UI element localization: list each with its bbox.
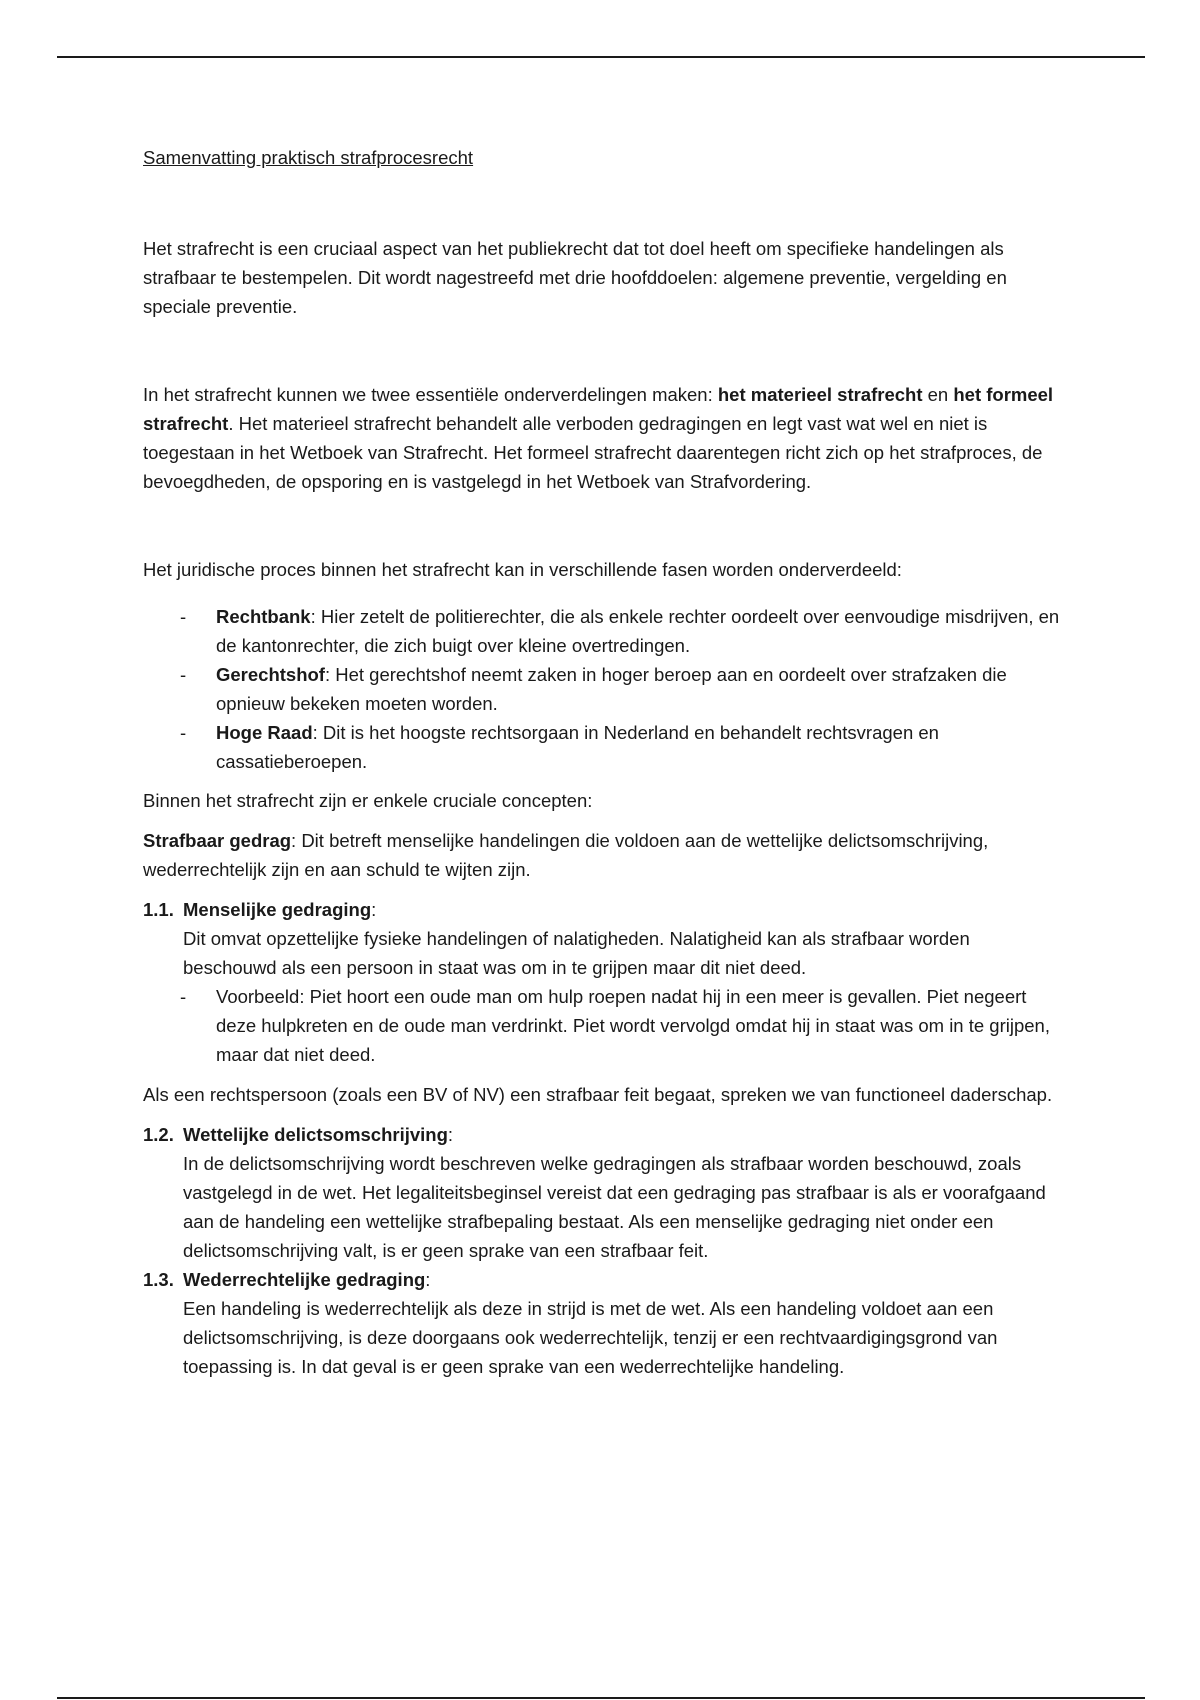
division-lead: In het strafrecht kunnen we twee essentiële onderverdelingen maken: — [143, 384, 718, 405]
division-rest: . Het materieel strafrecht behandelt alle verboden gedragingen en legt vast wat wel en niet is toegestaan in het Wetboek van Strafrecht. Het formeel strafrecht daarentegen richt zich op het strafproces, de bevoegdheden, de opsporing en is vastgelegd in het Wetboek van Strafvordering. — [143, 413, 1043, 492]
section-body: In de delictsomschrijving wordt beschreven welke gedragingen als strafbaar worden beschouwd, zoals vastgelegd in de wet. Het legaliteitsbeginsel vereist dat een gedraging pas strafbaar is als er voorafgaand aan de handeling een wettelijke strafbepaling bestaat. Als een menselijke gedraging niet onder een delictsomschrijving valt, is er geen sprake van een strafbaar feit. — [183, 1153, 1046, 1261]
section-title: Wettelijke delictsomschrijving — [183, 1124, 448, 1145]
section-colon: : — [447, 1124, 454, 1145]
section-body: Dit omvat opzettelijke fysieke handelingen of nalatigheden. Nalatigheid kan als strafbaar worden beschouwd als een persoon in staat was om in te grijpen maar dit niet deed. — [183, 928, 970, 978]
dash-marker: - — [180, 664, 187, 685]
list-item — [143, 602, 1063, 660]
header-rule — [57, 56, 1145, 58]
example-item — [143, 982, 1063, 1069]
division-mid: en — [922, 384, 954, 405]
court-name: Rechtbank — [216, 606, 311, 627]
dash-marker: - — [180, 606, 187, 627]
concepts-intro: Binnen het strafrecht zijn er enkele cruciale concepten: — [143, 790, 593, 811]
section-heading — [143, 895, 1063, 924]
section-number: 1.1. — [143, 899, 174, 920]
strafbaar-gedrag-text: : Dit betreft menselijke handelingen die voldoen aan de wettelijke delictsomschrijving, wederrechtelijk zijn en aan schuld te wijten zijn. — [143, 830, 989, 880]
court-description: : Dit is het hoogste rechtsorgaan in Nederland en behandelt rechtsvragen en cassatieberoepen. — [216, 722, 939, 772]
document-body — [143, 143, 1063, 1381]
section-body: Een handeling is wederrechtelijk als deze in strijd is met de wet. Als een handeling voldoet aan een delictsomschrijving, is deze doorgaans ook wederrechtelijk, tenzij er een rechtvaardigingsgrond van toepassing is. In dat geval is er geen sprake van een wederrechtelijke handeling. — [183, 1298, 998, 1377]
section-heading — [143, 1120, 1063, 1149]
strafbaar-gedrag-term: Strafbaar gedrag — [143, 830, 292, 851]
section-heading — [143, 1265, 1063, 1294]
section-colon: : — [425, 1269, 431, 1290]
section-title: Menselijke gedraging — [183, 899, 372, 920]
list-item — [143, 660, 1063, 718]
process-intro: Het juridische proces binnen het strafrecht kan in verschillende fasen worden onderverdeeld: — [143, 559, 902, 580]
court-name: Gerechtshof — [216, 664, 325, 685]
section-number: 1.2. — [143, 1124, 174, 1145]
section-1-1 — [143, 895, 1063, 1069]
example-text: Voorbeeld: Piet hoort een oude man om hulp roepen nadat hij in een meer is gevallen. Piet negeert deze hulpkreten en de oude man verdrinkt. Piet wordt vervolgd omdat hij in staat was om in te grijpen, maar dat niet deed. — [216, 986, 1050, 1065]
court-description: : Hier zetelt de politierechter, die als enkele rechter oordeelt over eenvoudige misdrijven, en de kantonrechter, die zich buigt over kleine overtredingen. — [216, 606, 1060, 656]
section-number: 1.3. — [143, 1269, 174, 1290]
strafbaar-gedrag-paragraph — [143, 826, 1063, 884]
list-item — [143, 718, 1063, 776]
court-description: : Het gerechtshof neemt zaken in hoger beroep aan en oordeelt over strafzaken die opnieuw bekeken moeten worden. — [216, 664, 1007, 714]
section-colon: : — [371, 899, 377, 920]
dash-marker: - — [180, 986, 187, 1007]
court-list — [143, 602, 1063, 776]
functioneel-daderschap-paragraph: Als een rechtspersoon (zoals een BV of NV) een strafbaar feit begaat, spreken we van functioneel daderschap. — [143, 1084, 1053, 1105]
footer-rule — [57, 1697, 1145, 1699]
dash-marker: - — [180, 722, 187, 743]
court-name: Hoge Raad — [216, 722, 313, 743]
division-term-formeel: het formeel strafrecht — [143, 384, 1054, 434]
section-1-2 — [143, 1120, 1063, 1265]
section-1-3 — [143, 1265, 1063, 1381]
document-title: Samenvatting praktisch strafprocesrecht — [143, 147, 474, 168]
division-paragraph — [143, 380, 1063, 496]
intro-paragraph: Het strafrecht is een cruciaal aspect van het publiekrecht dat tot doel heeft om specifieke handelingen als strafbaar te bestempelen. Dit wordt nagestreefd met drie hoofddoelen: algemene preventie, vergelding en speciale preventie. — [143, 238, 1007, 317]
section-title: Wederrechtelijke gedraging — [183, 1269, 426, 1290]
division-term-materieel: het materieel strafrecht — [717, 384, 923, 405]
